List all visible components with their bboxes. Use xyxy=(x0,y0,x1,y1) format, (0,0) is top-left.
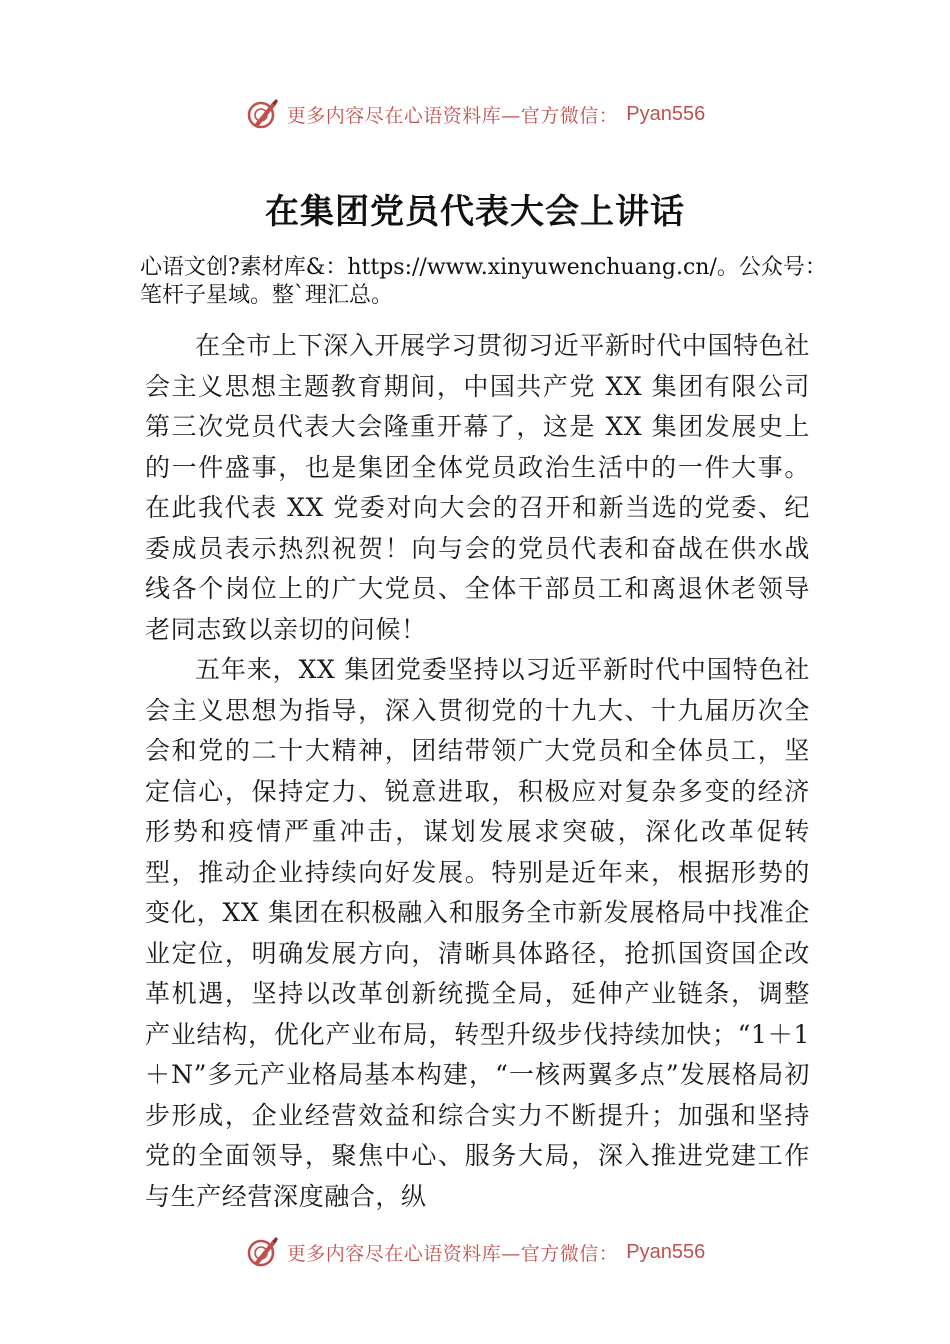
banner-text: 更多内容尽在心语资料库—官方微信： xyxy=(286,104,619,127)
document-body xyxy=(145,326,810,1217)
pen-circle-logo-icon xyxy=(245,1235,279,1269)
banner-wechat-id: Pyan556 xyxy=(626,102,706,125)
header-banner xyxy=(0,94,950,134)
document-title: 在集团党员代表大会上讲话 xyxy=(265,192,685,232)
pen-circle-logo-icon xyxy=(245,97,279,131)
banner-wechat-id: Pyan556 xyxy=(626,1240,706,1263)
footer-banner xyxy=(0,1232,950,1272)
paragraph: 在全市上下深入开展学习贯彻习近平新时代中国特色社会主义思想主题教育期间，中国共产党 XX 集团有限公司第三次党员代表大会隆重开幕了，这是 XX 集团发展史上的一件盛事，也是集团全体党员政治生活中的一件大事。在此我代表 XX 党委对向大会的召开和新当选的党委、纪委成员表示热烈祝贺！向与会的党员代表和奋战在供水战线各个岗位上的广大党员、全体干部员工和离退休老领导老同志致以亲切的问候！ xyxy=(145,331,810,644)
banner-text: 更多内容尽在心语资料库—官方微信： xyxy=(286,1242,619,1265)
source-note: 心语文创?素材库&：https://www.xinyuwenchuang.cn/。公众号：笔杆子星域。整`理汇总。 xyxy=(140,255,827,308)
paragraph: 五年来，XX 集团党委坚持以习近平新时代中国特色社会主义思想为指导，深入贯彻党的十九大、十九届历次全会和党的二十大精神，团结带领广大党员和全体员工，坚定信心，保持定力、锐意进取，积极应对复杂多变的经济形势和疫情严重冲击，谋划发展求突破，深化改革促转型，推动企业持续向好发展。特别是近年来，根据形势的变化，XX 集团在积极融入和服务全市新发展格局中找准企业定位，明确发展方向，清晰具体路径，抢抓国资国企改革机遇，坚持以改革创新统揽全局，延伸产业链条，调整产业结构，优化产业布局，转型升级步伐持续加快；“1＋1＋N”多元产业格局基本构建，“一核两翼多点”发展格局初步形成，企业经营效益和综合实力不断提升；加强和坚持党的全面领导，聚焦中心、服务大局，深入推进党建工作与生产经营深度融合，纵 xyxy=(145,655,810,1211)
